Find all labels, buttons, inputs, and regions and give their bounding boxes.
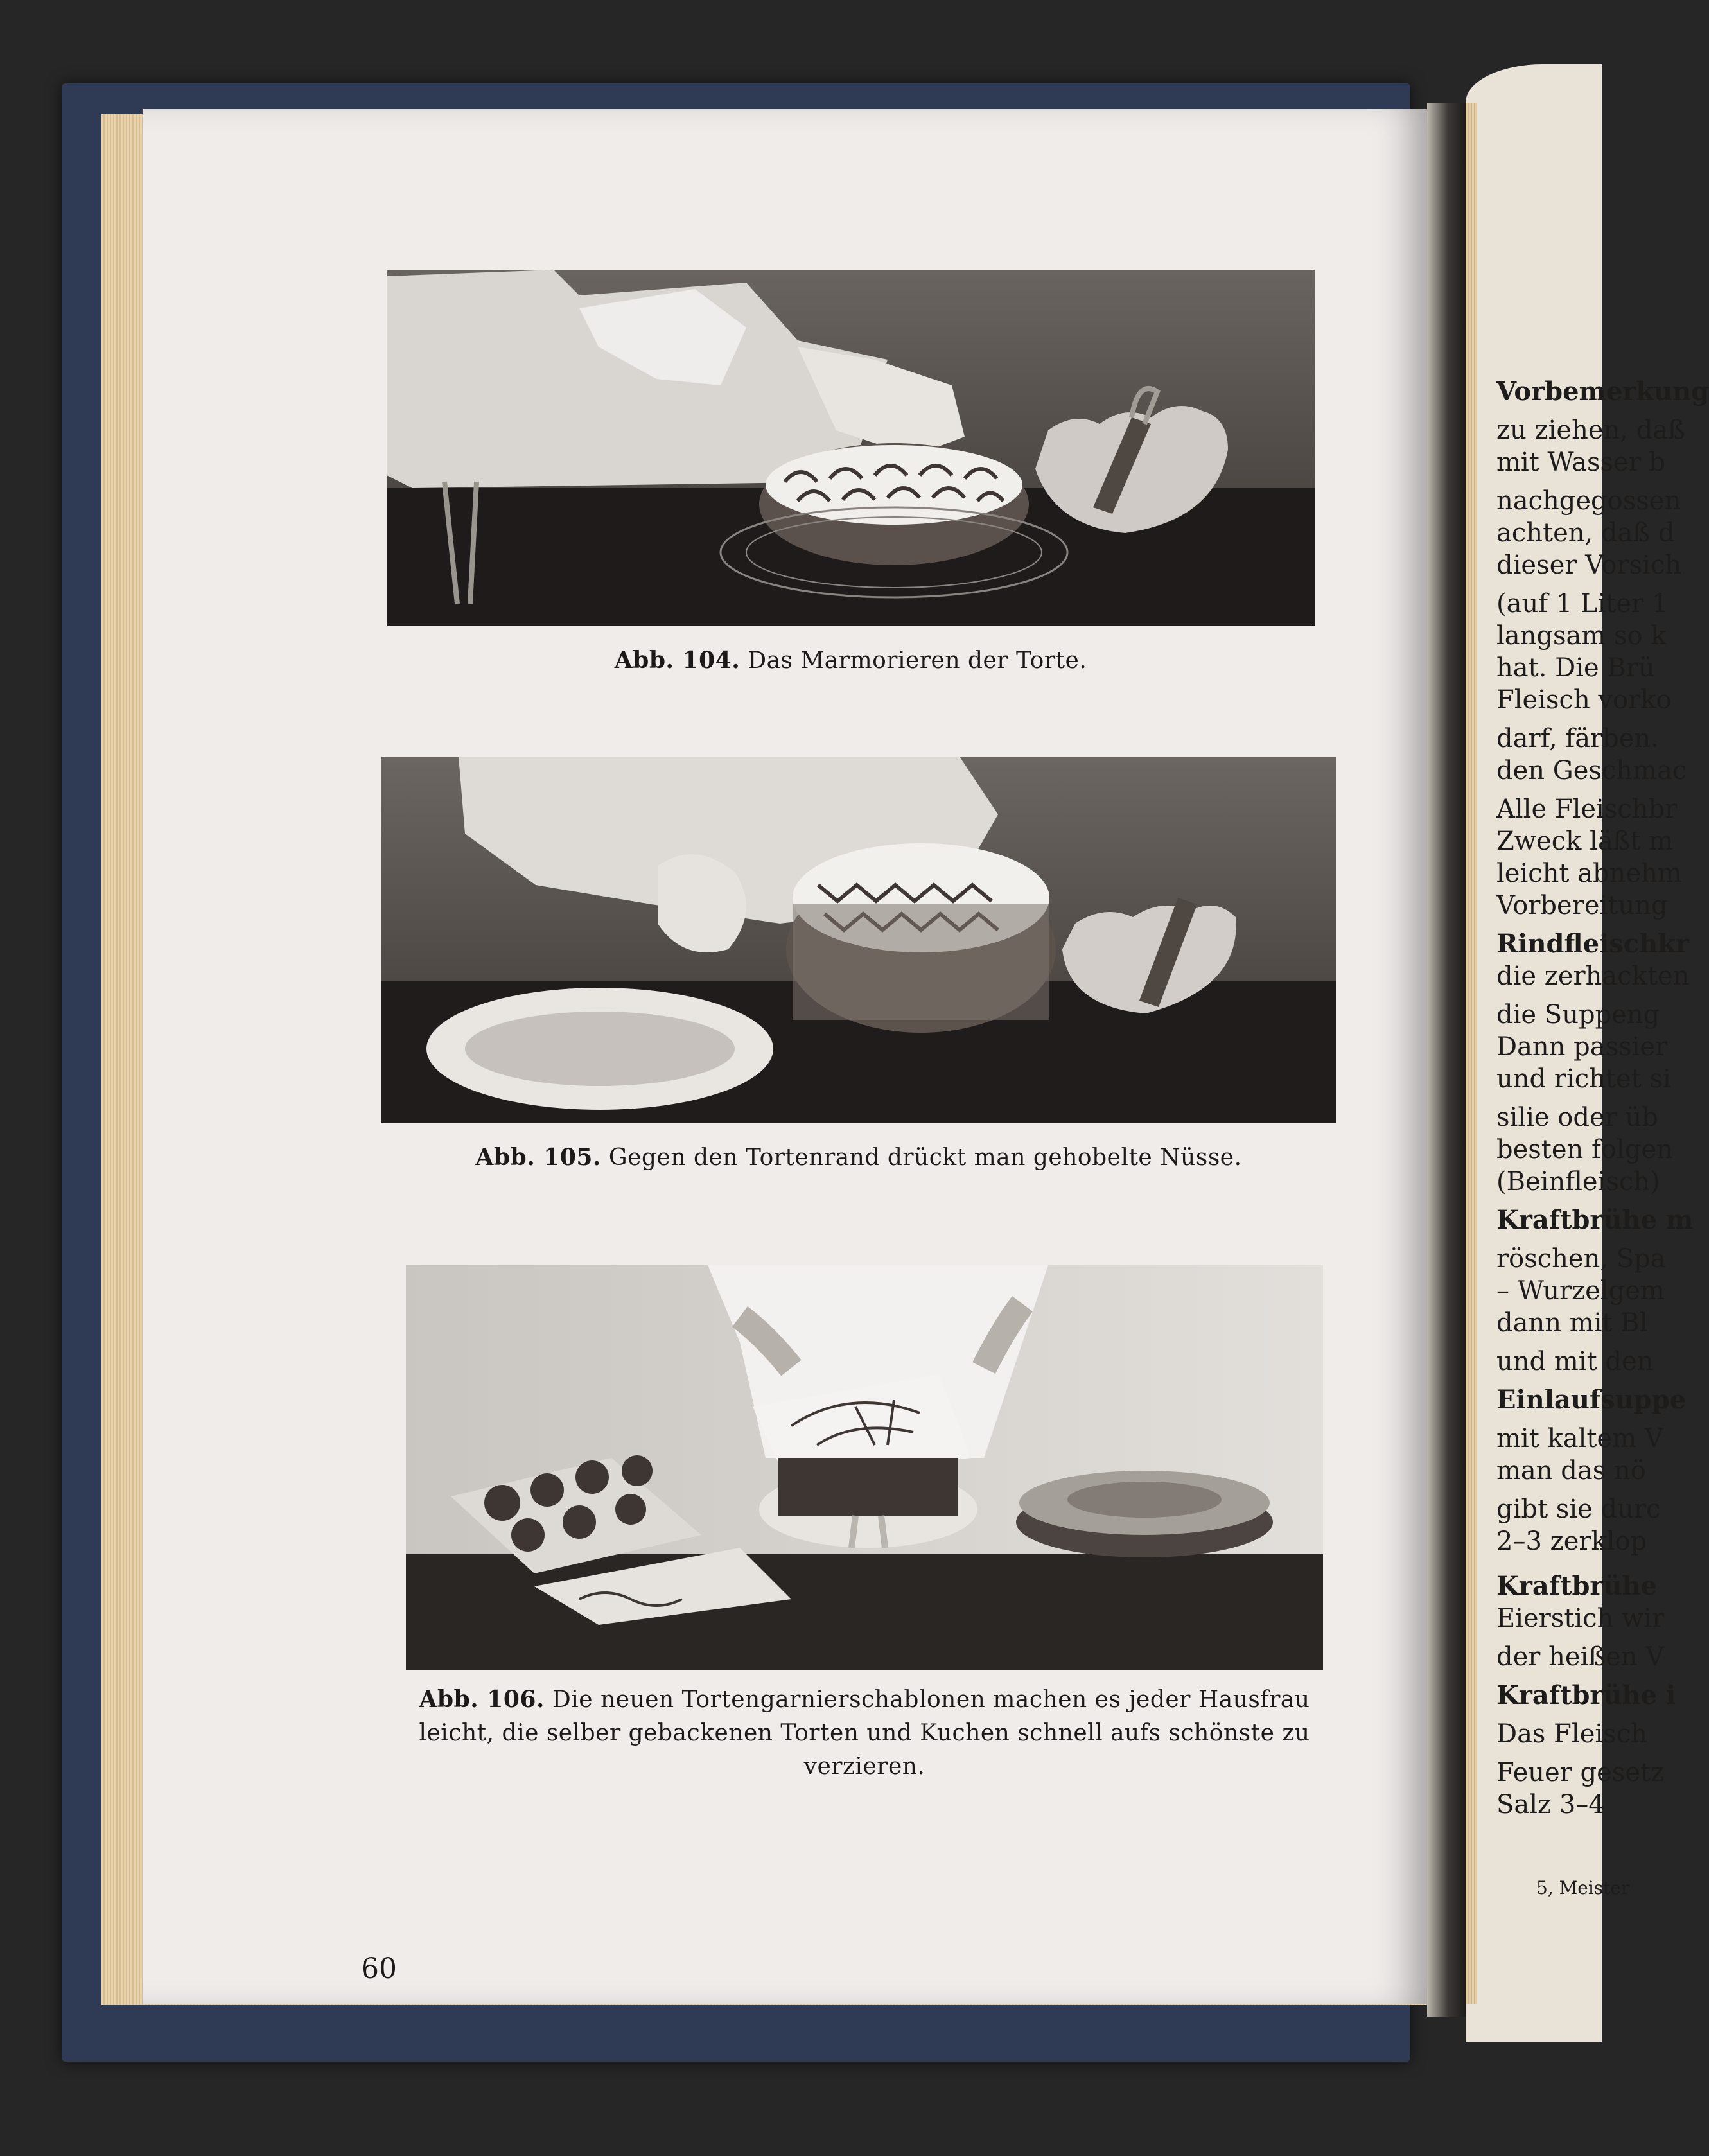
book-gutter bbox=[1427, 103, 1466, 2017]
next-page-line: die Suppeng bbox=[1496, 1000, 1660, 1030]
next-page-line: dieser Vorsich bbox=[1496, 550, 1682, 580]
next-page-line: silie oder üb bbox=[1496, 1103, 1658, 1132]
next-page-line: 5, Meister bbox=[1536, 1877, 1630, 1898]
next-page-line: Dann passier bbox=[1496, 1032, 1668, 1062]
book-page-left bbox=[143, 109, 1427, 2004]
next-page-line: nachgegossen bbox=[1496, 486, 1681, 516]
next-page-line: Das Fleisch bbox=[1496, 1719, 1647, 1749]
figure-104-caption bbox=[387, 644, 1315, 678]
next-page-line: (auf 1 Liter 1 bbox=[1496, 589, 1669, 618]
figure-105-label: Abb. 105. bbox=[475, 1144, 601, 1171]
next-page-line: den Geschmac bbox=[1496, 756, 1687, 785]
figure-105-text: Gegen den Tortenrand drückt man gehobelte Nüsse. bbox=[608, 1144, 1242, 1171]
next-page-line: dann mit Bl bbox=[1496, 1308, 1648, 1338]
next-page-line: Einlaufsuppe bbox=[1496, 1385, 1687, 1415]
next-page-line: hat. Die Brü bbox=[1496, 653, 1655, 683]
photo-cake-templates bbox=[406, 1265, 1323, 1670]
next-page-line: die zerhackten bbox=[1496, 961, 1690, 991]
figure-104-text: Das Marmorieren der Torte. bbox=[748, 647, 1087, 674]
next-page-line: Rindfleischkr bbox=[1496, 929, 1689, 959]
next-page-line: Eierstich wir bbox=[1496, 1604, 1665, 1633]
figure-105-caption bbox=[381, 1141, 1336, 1175]
next-page-line: – Wurzelgem bbox=[1496, 1276, 1665, 1306]
next-page-line: 2–3 zerklop bbox=[1496, 1527, 1647, 1556]
next-page-line: Vorbereitung bbox=[1496, 891, 1668, 920]
next-page-line: besten folgen bbox=[1496, 1135, 1673, 1164]
next-page-line: Kraftbrühe i bbox=[1496, 1680, 1676, 1710]
next-page-line: Feuer gesetz bbox=[1496, 1758, 1665, 1787]
next-page-line: zu ziehen, daß bbox=[1496, 416, 1685, 445]
next-page-line: achten, daß d bbox=[1496, 518, 1675, 548]
next-page-line: der heißen V bbox=[1496, 1642, 1665, 1672]
next-page-line: langsam so k bbox=[1496, 621, 1667, 651]
next-page-line: man das nö bbox=[1496, 1456, 1646, 1486]
next-page-line: mit Wasser b bbox=[1496, 448, 1666, 477]
next-page-line: und richtet si bbox=[1496, 1064, 1671, 1094]
page-number: 60 bbox=[361, 1952, 397, 1985]
photo-marbling-cake bbox=[387, 270, 1315, 626]
next-page-line: Fleisch vorko bbox=[1496, 685, 1672, 715]
next-page-line: Salz 3–4 bbox=[1496, 1790, 1605, 1819]
next-page-line: mit kaltem V bbox=[1496, 1424, 1663, 1453]
figure-104-label: Abb. 104. bbox=[614, 647, 741, 674]
next-page-line: Kraftbrühe m bbox=[1496, 1205, 1694, 1235]
next-page-line: (Beinfleisch) bbox=[1496, 1167, 1660, 1196]
next-page-line: gibt sie durc bbox=[1496, 1494, 1661, 1524]
book-page-right bbox=[1466, 64, 1709, 2042]
next-page-line: Kraftbrühe bbox=[1496, 1571, 1658, 1601]
next-page-line: und mit den bbox=[1496, 1347, 1654, 1376]
next-page-line: leicht abnehm bbox=[1496, 859, 1682, 888]
photo-pressing-nuts bbox=[381, 757, 1336, 1123]
next-page-line: röschen, Spa bbox=[1496, 1244, 1666, 1274]
next-page-line: darf, färben. bbox=[1496, 724, 1659, 753]
figure-106-caption bbox=[406, 1683, 1323, 1784]
figure-106-text: Die neuen Tortengarnierschablonen machen es jeder Hausfrau leicht, die selber gebackenen Torten und Kuchen schnell aufs schönste zu verzieren. bbox=[419, 1687, 1310, 1780]
figure-106-label: Abb. 106. bbox=[419, 1686, 545, 1713]
next-page-line: Zweck läßt m bbox=[1496, 827, 1674, 856]
next-page-line: Vorbemerkung bbox=[1496, 376, 1709, 407]
next-page-edge bbox=[1466, 103, 1477, 2004]
next-page-line: Alle Fleischbr bbox=[1496, 794, 1678, 824]
